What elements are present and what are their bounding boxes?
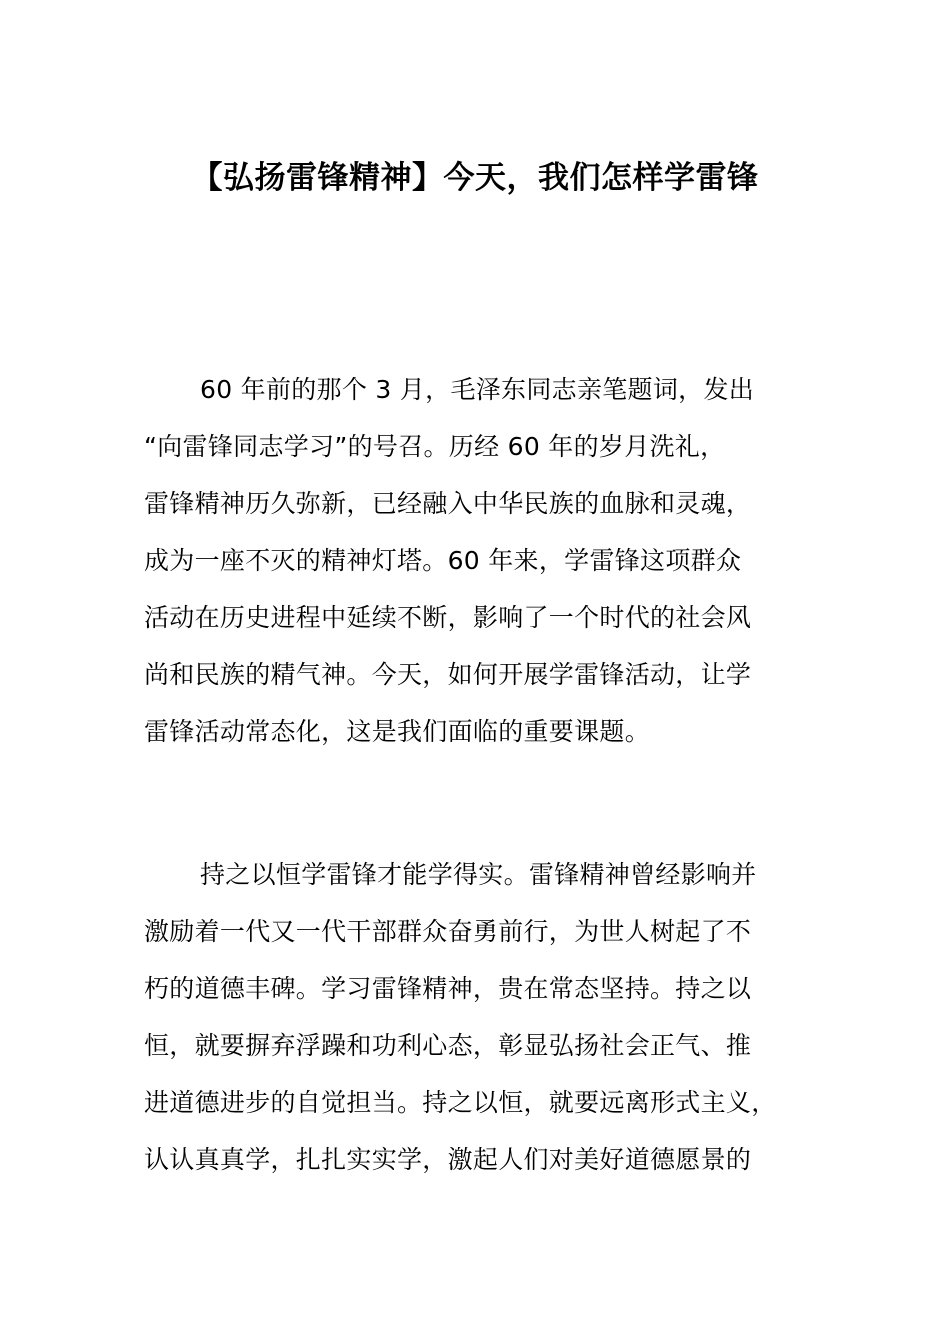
paragraph-1-line-3: 雷锋精神历久弥新，已经融入中华民族的血脉和灵魂， — [144, 489, 752, 518]
paragraph-2-line-3: 朽的道德丰碑。学习雷锋精神，贵在常态坚持。持之以 — [144, 974, 752, 1003]
paragraph-1-line-5: 活动在历史进程中延续不断，影响了一个时代的社会风 — [144, 603, 752, 632]
paragraph-1-line-2: “向雷锋同志学习”的号召。历经 60 年的岁月洗礼， — [144, 432, 726, 461]
paragraph-2-line-1: 持之以恒学雷锋才能学得实。雷锋精神曾经影响并 — [200, 860, 757, 889]
paragraph-2-line-4: 恒，就要摒弃浮躁和功利心态，彰显弘扬社会正气、推 — [144, 1031, 752, 1060]
paragraph-2-line-2: 激励着一代又一代干部群众奋勇前行，为世人树起了不 — [144, 917, 752, 946]
paragraph-1-line-7: 雷锋活动常态化，这是我们面临的重要课题。 — [144, 717, 651, 746]
paragraph-2-line-6: 认认真真学，扎扎实实学，激起人们对美好道德愿景的 — [144, 1145, 752, 1174]
paragraph-1-line-6: 尚和民族的精气神。今天，如何开展学雷锋活动，让学 — [144, 660, 752, 689]
paragraph-2-line-5: 进道德进步的自觉担当。持之以恒，就要远离形式主义， — [144, 1088, 777, 1117]
document-title: 【弘扬雷锋精神】今天，我们怎样学雷锋 — [191, 160, 759, 196]
paragraph-1-line-4: 成为一座不灭的精神灯塔。60 年来，学雷锋这项群众 — [144, 546, 742, 575]
paragraph-1-line-1: 60 年前的那个 3 月，毛泽东同志亲笔题词，发出 — [200, 375, 755, 404]
